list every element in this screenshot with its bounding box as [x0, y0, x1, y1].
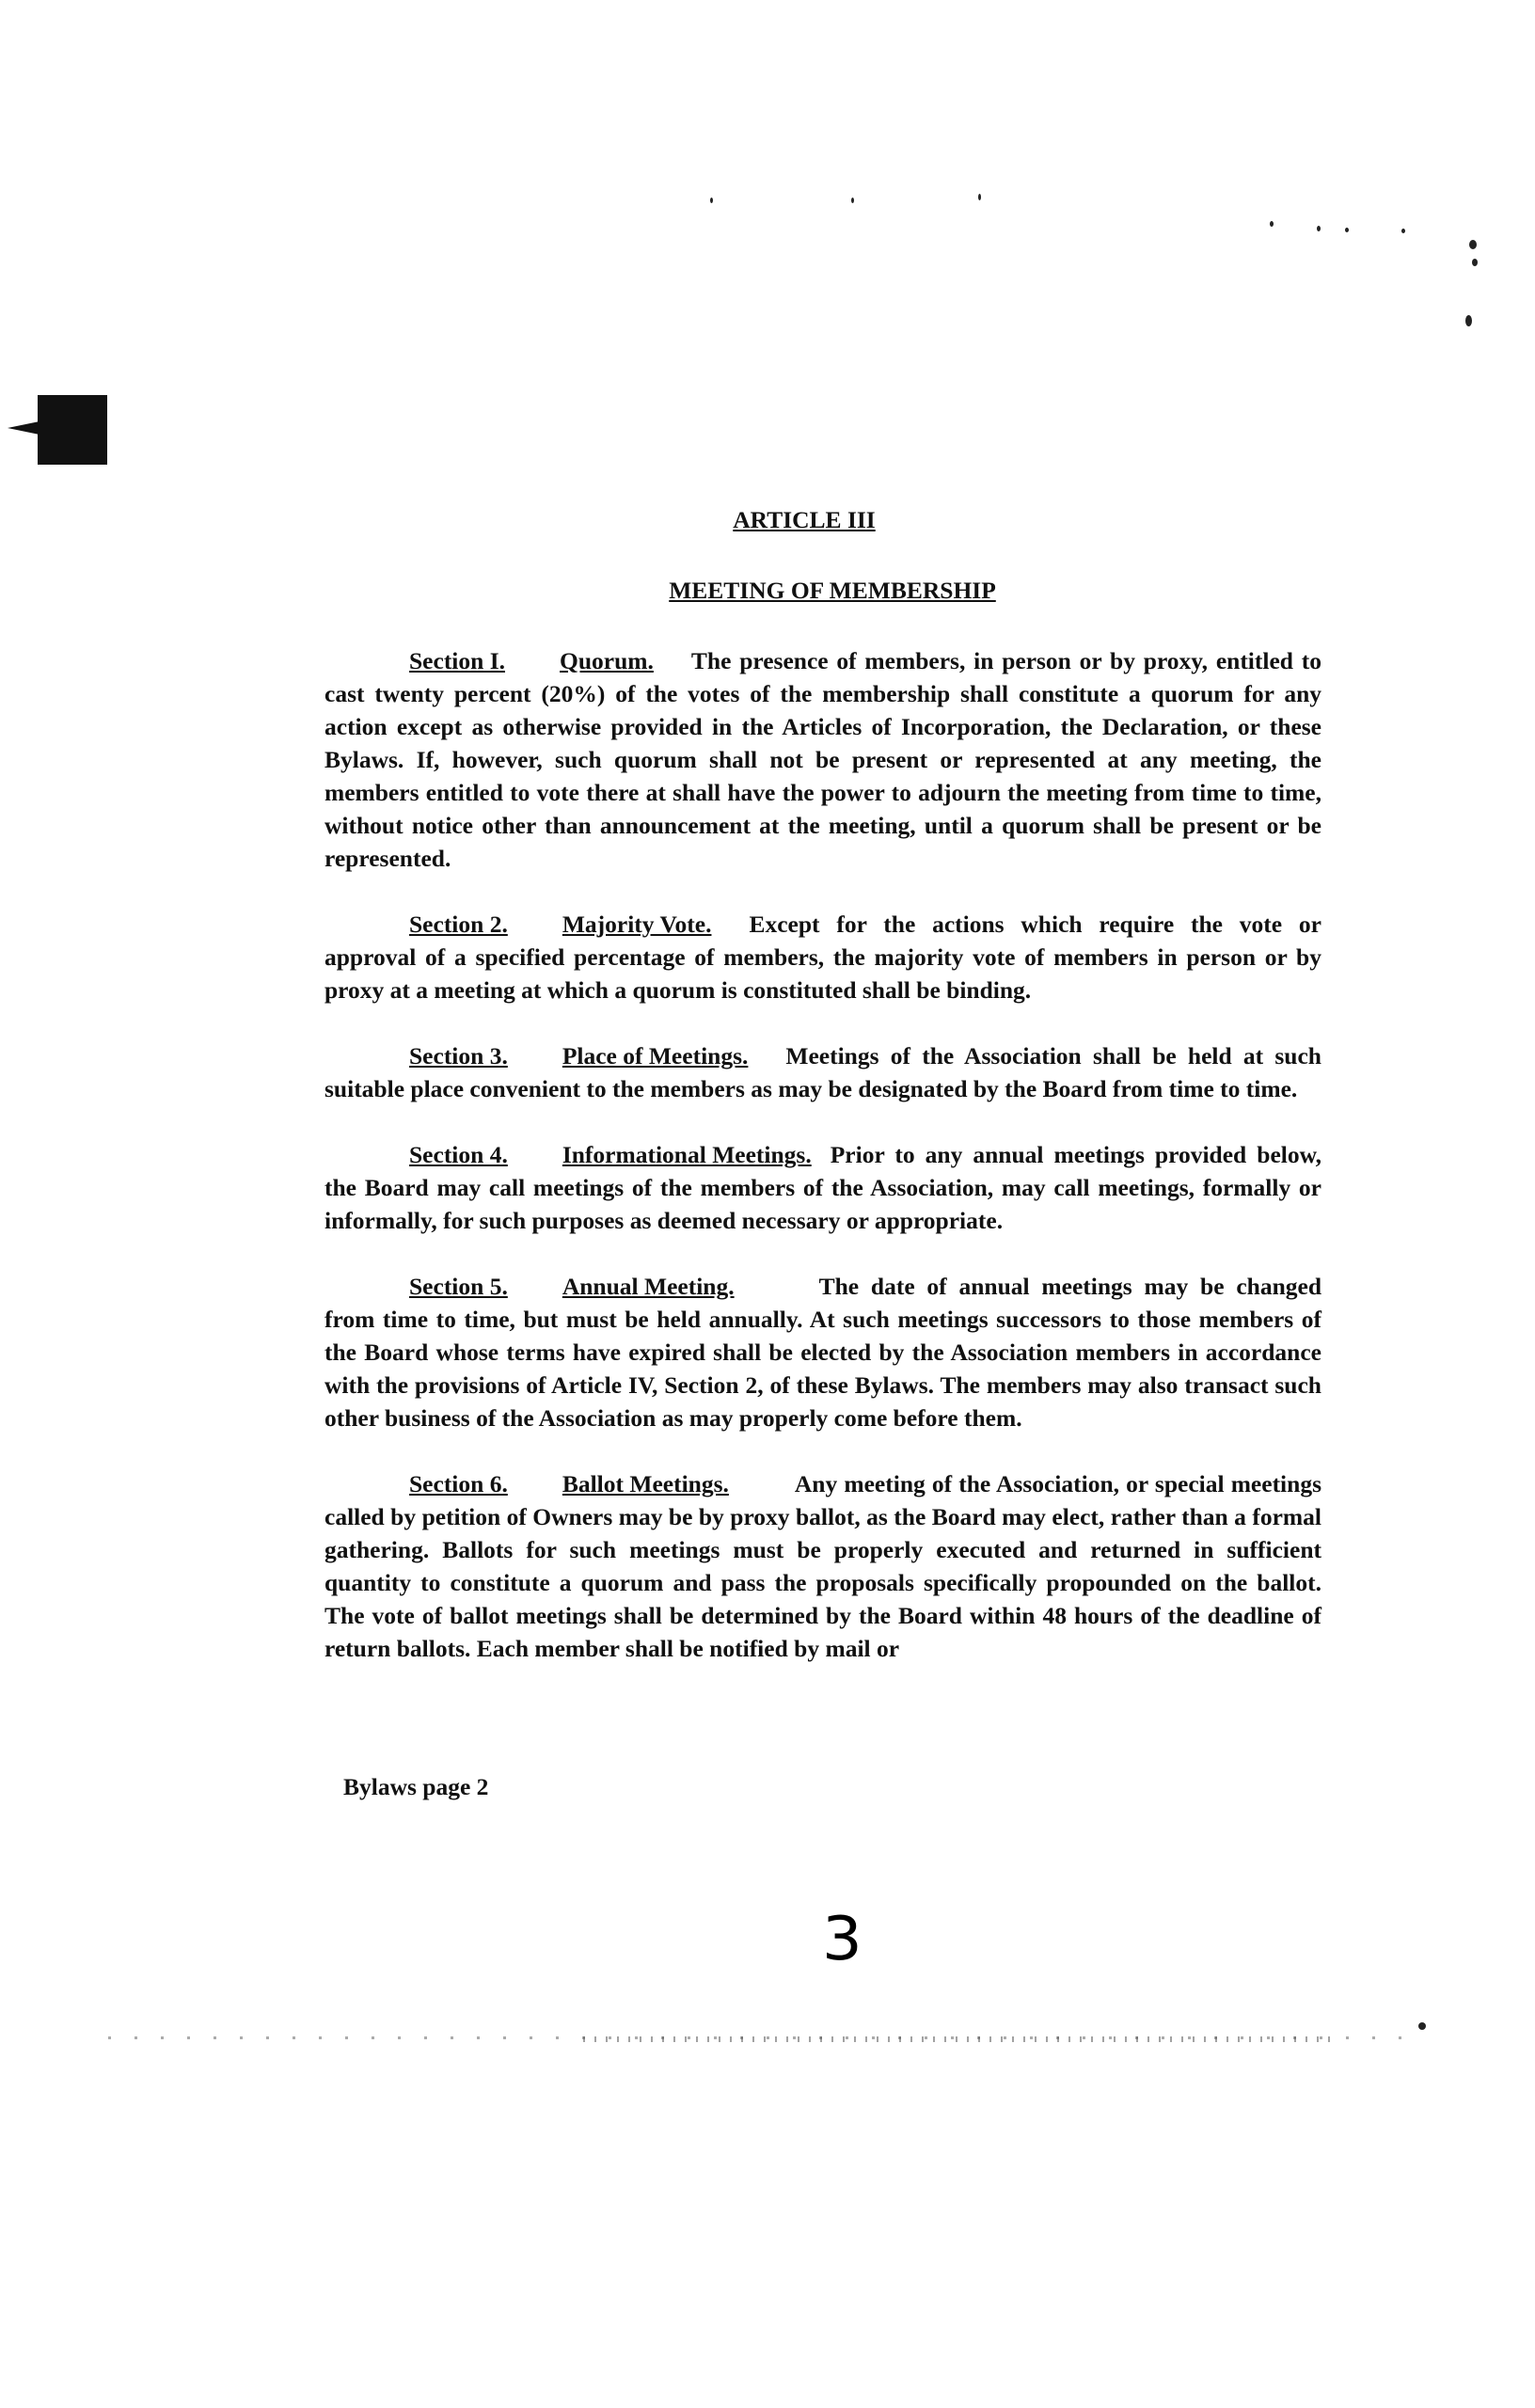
section-paragraph: [324, 1138, 1321, 1237]
article-subheading: MEETING OF MEMBERSHIP: [669, 577, 996, 604]
section-paragraph: [324, 1270, 1321, 1434]
section-label: Section I.: [409, 647, 505, 674]
scan-artifact-block: [38, 395, 107, 465]
section-text: Except for the actions which require the vote or approval of a specified percentage of members, the majority vote of members in person or by proxy at a meeting at which a quorum is constituted shall be binding.: [324, 911, 1321, 1004]
scan-speck: [1345, 228, 1349, 232]
section-label: Section 5.: [409, 1273, 508, 1300]
scan-speck: [1317, 226, 1321, 231]
section-title: Informational Meetings.: [562, 1141, 812, 1168]
scan-noise-line: [583, 2036, 1336, 2042]
section-text: The presence of members, in person or by proxy, entitled to cast twenty percent (20%) of the votes of the membership shall constitute a quorum for any action except as otherwise provided in the Articles of Incorporation, the Declaration, or these Bylaws. If, however, such quorum shall not be present or represented at any meeting, the members entitled to vote there at shall have the power to adjourn the meeting from time to time, without notice other than announcement at the meeting, until a quorum shall be present or be represented.: [324, 647, 1321, 872]
scan-speck: [1472, 259, 1478, 266]
section-text: Any meeting of the Association, or special meetings called by petition of Owners may be by proxy ballot, as the Board may elect, rather than a formal gathering. Ballots for such meetings must be properly executed and returned in sufficient quantity to constitute a quorum and pass the proposals specifically propounded on the ballot. The vote of ballot meetings shall be determined by the Board within 48 hours of the deadline of return ballots. Each member shall be notified by mail or: [324, 1470, 1321, 1662]
section-title: Majority Vote.: [562, 911, 712, 938]
scan-speck: [851, 198, 854, 203]
scan-speck: [1469, 240, 1477, 249]
section-label: Section 6.: [409, 1470, 508, 1497]
section-paragraph: [324, 908, 1321, 1006]
section-label: Section 2.: [409, 911, 508, 938]
scan-speck: [1418, 2022, 1426, 2030]
section-text: The date of annual meetings may be changed from time to time, but must be held annually. At such meetings successors to those members of the Board whose terms have expired shall be elected by the Association members in accordance with the provisions of Article IV, Section 2, of these Bylaws. The members may also transact such other business of the Association as may properly come before them.: [324, 1273, 1321, 1432]
section-title: Annual Meeting.: [562, 1273, 735, 1300]
document-body: [324, 484, 1321, 1698]
section-paragraph: [324, 1039, 1321, 1105]
scan-speck: [1270, 221, 1274, 227]
page-footer-label: Bylaws page 2: [343, 1773, 489, 1800]
handwritten-page-number: 3: [821, 1905, 862, 1974]
section-title: Place of Meetings.: [562, 1042, 749, 1069]
section-paragraph: [324, 644, 1321, 875]
section-text: Meetings of the Association shall be held at such suitable place convenient to the members as may be designated by the Board from time to time.: [324, 1042, 1321, 1102]
scan-speck: [710, 198, 713, 203]
scan-artifact-arrow: [8, 421, 40, 435]
section-label: Section 4.: [409, 1141, 508, 1168]
section-paragraph: [324, 1467, 1321, 1665]
section-label: Section 3.: [409, 1042, 508, 1069]
article-heading: ARTICLE III: [733, 506, 876, 533]
section-text: Prior to any annual meetings provided below, the Board may call meetings of the members of the Association, may call meetings, formally or informally, for such purposes as deemed necessary or appropriate.: [324, 1141, 1321, 1234]
scan-speck: [978, 194, 981, 200]
section-title: Quorum.: [560, 647, 654, 674]
section-title: Ballot Meetings.: [562, 1470, 729, 1497]
scan-speck: [1465, 315, 1472, 326]
scan-speck: [1401, 229, 1405, 233]
